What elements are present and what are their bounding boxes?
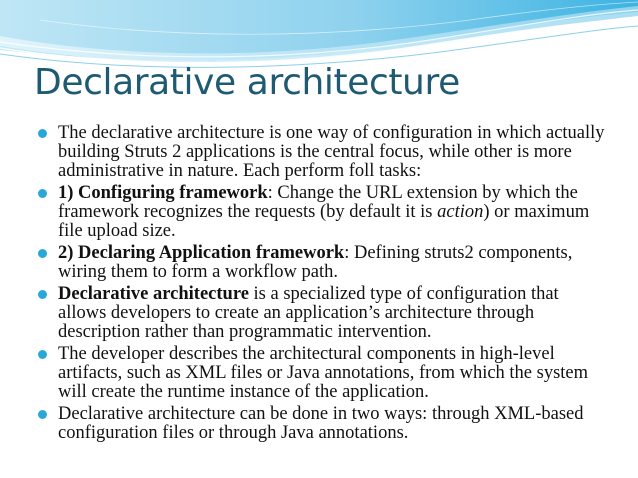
bullet-text-after: ) or maximum file upload size. <box>58 202 590 241</box>
bullet-item <box>38 345 606 402</box>
bullet-text: is a specialized type of configuration that allows developers to create an application’s architecture through description rather than programmatic intervention. <box>58 284 559 342</box>
bullet-dot-icon <box>38 189 47 198</box>
bullet-list <box>38 124 606 446</box>
bullet-item <box>38 405 606 443</box>
bullet-item <box>38 244 606 282</box>
bullet-dot-icon <box>38 350 47 359</box>
bullet-text: : Defining struts2 components, wiring them to form a workflow path. <box>58 243 573 282</box>
bullet-text: : Change the URL extension by which the framework recognizes the requests (by default it is <box>58 183 578 222</box>
slide-title: Declarative architecture <box>34 62 460 103</box>
bullet-dot-icon <box>38 129 47 138</box>
bullet-bold-text: 1) Configuring framework <box>58 183 268 203</box>
bullet-dot-icon <box>38 290 47 299</box>
bullet-item <box>38 184 606 241</box>
bullet-item <box>38 285 606 342</box>
bullet-bold-text: 2) Declaring Application framework <box>58 243 345 263</box>
bullet-text: The declarative architecture is one way of configuration in which actually building Struts 2 applications is the central focus, while other is more administrative in nature. Each perform foll tasks: <box>58 123 605 181</box>
bullet-text: The developer describes the architectural components in high-level artifacts, such as XML files or Java annotations, from which the system will create the runtime instance of the application. <box>58 344 589 402</box>
bullet-bold-text: Declarative architecture <box>58 284 249 304</box>
bullet-item <box>38 124 606 181</box>
bullet-dot-icon <box>38 410 47 419</box>
bullet-dot-icon <box>38 249 47 258</box>
bullet-italic-text: action <box>437 202 484 222</box>
bullet-text: Declarative architecture can be done in two ways: through XML-based configuration files or through Java annotations. <box>58 404 584 443</box>
